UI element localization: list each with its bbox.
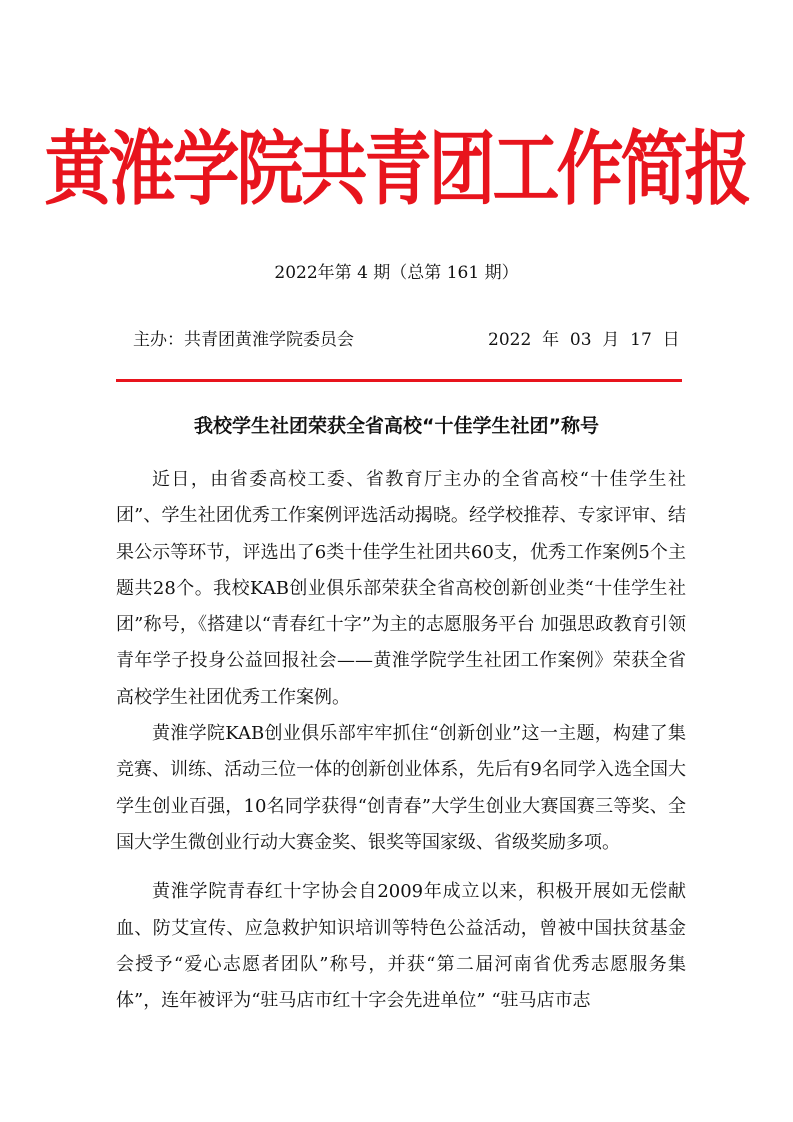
article-body bbox=[116, 462, 686, 1019]
article-headline: 我校学生社团荣获全省高校“十佳学生社团”称号 bbox=[194, 415, 599, 437]
article-paragraph: 黄淮学院青春红十字协会自2009年成立以来，积极开展如无偿献血、防艾宣传、应急救护知识培训等特色公益活动，曾被中国扶贫基金会授予“爱心志愿者团队”称号，并获“第二届河南省优秀志愿服务集体”，连年被评为“驻马店市红十字会先进单位” “驻马店市志 bbox=[116, 881, 686, 1012]
red-divider bbox=[116, 379, 682, 382]
issue-number: 2022年第 4 期（总第 161 期） bbox=[274, 263, 519, 283]
newsletter-masthead: 黄淮学院共青团工作简报 bbox=[44, 122, 749, 217]
article-paragraph: 近日，由省委高校工委、省教育厅主办的全省高校“十佳学生社团”、学生社团优秀工作案例评选活动揭晓。经学校推荐、专家评审、结果公示等环节，评选出了6类十佳学生社团共60支，优秀工作案例5个主题共28个。我校KAB创业俱乐部荣获全省高校创新创业类“十佳学生社团”称号，《搭建以“青春红十字”为主的志愿服务平台 加强思政教育引领青年学子投身公益回报社会——黄淮学院学生社团工作案例》荣获全省高校学生社团优秀工作案例。 bbox=[116, 469, 686, 708]
publish-date: 2022 年 03 月 17 日 bbox=[488, 330, 680, 350]
sponsor-line: 主办：共青团黄淮学院委员会 bbox=[133, 330, 354, 350]
article-paragraph: 黄淮学院KAB创业俱乐部牢牢抓住“创新创业”这一主题，构建了集竞赛、训练、活动三位一体的创新创业体系，先后有9名同学入选全国大学生创业百强，10名同学获得“创青春”大学生创业大赛国赛三等奖、全国大学生微创业行动大赛金奖、银奖等国家级、省级奖励多项。 bbox=[116, 723, 686, 853]
